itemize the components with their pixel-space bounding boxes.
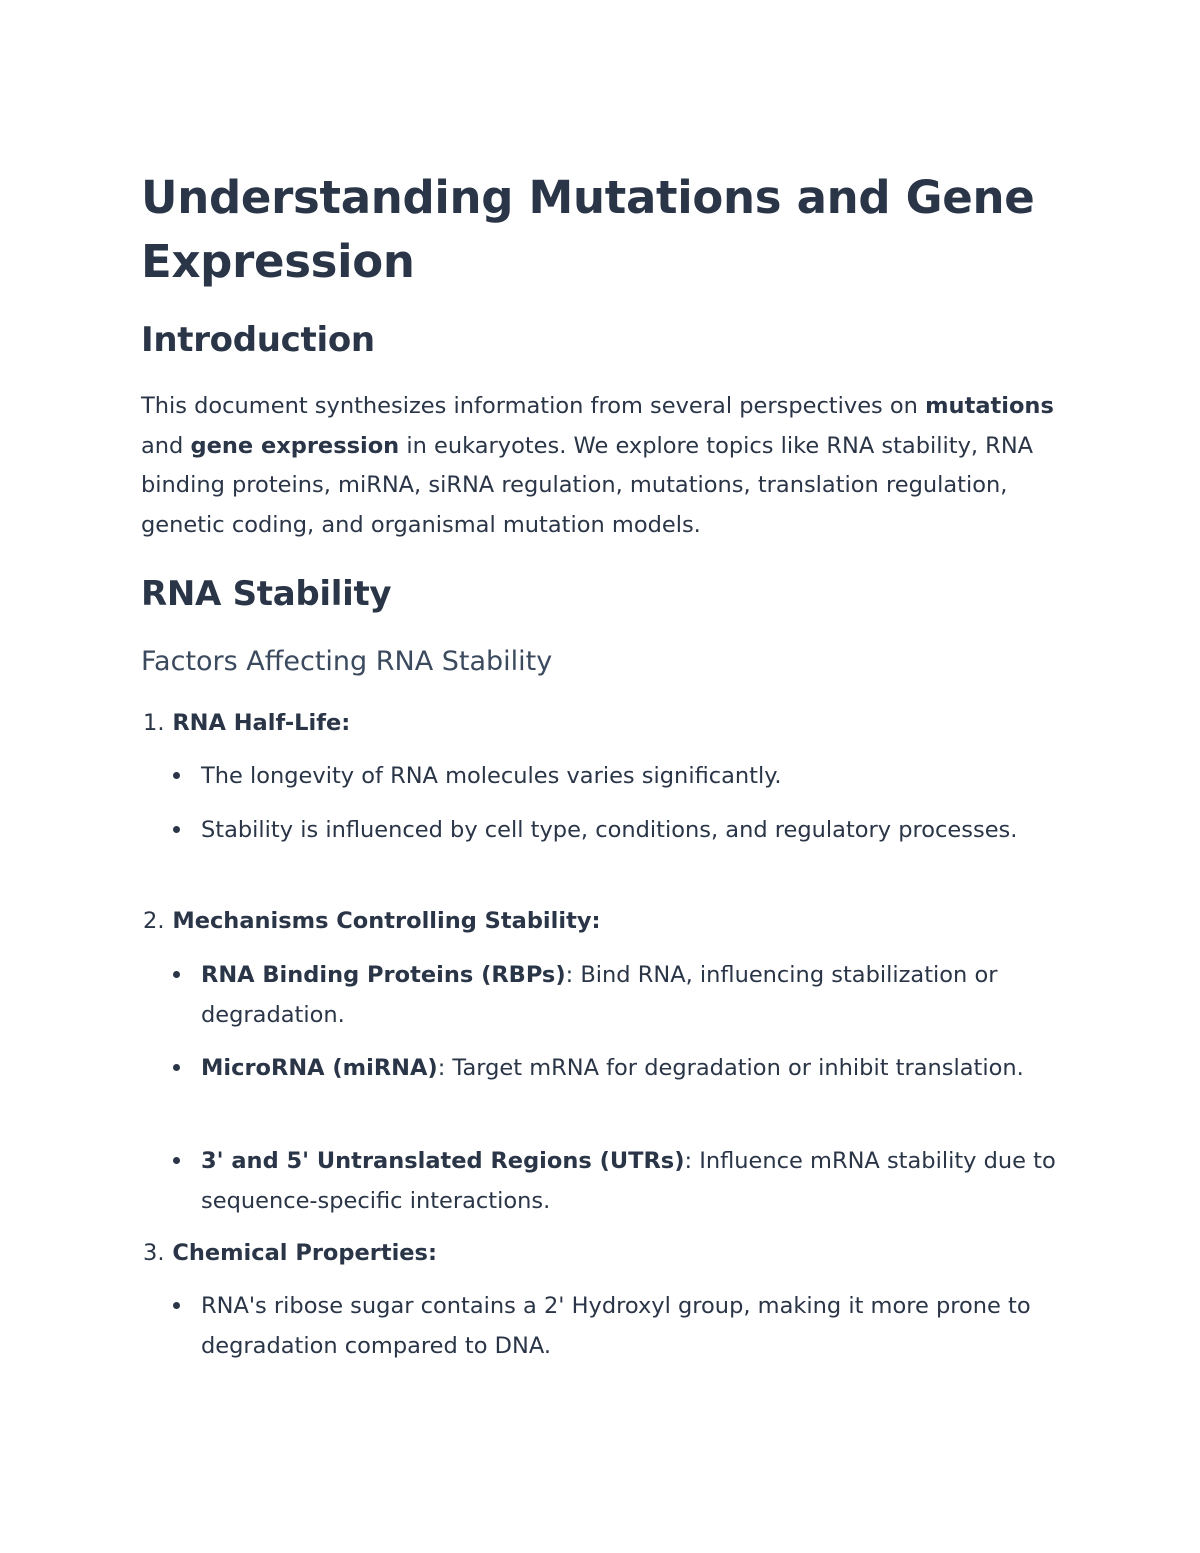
numbered-item-3	[143, 1237, 437, 1269]
introduction-paragraph	[141, 387, 1061, 545]
list-item	[201, 1048, 1061, 1088]
item-label: RNA Half-Life	[172, 710, 342, 736]
factors-subheading: Factors Affecting RNA Stability	[141, 646, 553, 677]
rna-stability-heading: RNA Stability	[141, 574, 392, 614]
bullet-text: RNA's ribose sugar contains a 2' Hydroxyl group, making it more prone to degradation compared to DNA.	[201, 1293, 1031, 1359]
bullet-dot-icon	[173, 772, 180, 779]
bullet-text: The longevity of RNA molecules varies significantly.	[201, 763, 782, 789]
intro-text-3: in eukaryotes. We explore topics like RNA stability, RNA binding proteins, miRNA, siRNA regulation, mutations, translation regulation, genetic coding, and organismal mutation models.	[141, 432, 1034, 538]
bullet-text: : Influence mRNA stability due to sequence-specific interactions.	[201, 1148, 1056, 1214]
bullet-dot-icon	[173, 1157, 180, 1164]
intro-bold-mutations: mutations	[925, 393, 1054, 419]
item-colon: :	[341, 710, 351, 736]
intro-text-1: This document synthesizes information from several perspectives on	[141, 393, 926, 419]
bullet-text: : Target mRNA for degradation or inhibit translation.	[437, 1055, 1024, 1081]
item-number: 1.	[143, 710, 165, 736]
list-item	[201, 1286, 1061, 1366]
bullet-dot-icon	[173, 1064, 180, 1071]
item-label: Mechanisms Controlling Stability	[172, 908, 592, 934]
item-colon: :	[591, 908, 601, 934]
list-item	[201, 810, 1061, 850]
document-title: Understanding Mutations and Gene Expression	[141, 171, 1035, 288]
bullet-dot-icon	[173, 1302, 180, 1309]
list-item	[201, 955, 1061, 1035]
item-label: Chemical Properties	[172, 1240, 428, 1266]
bullet-bold-term: 3' and 5' Untranslated Regions (UTRs)	[201, 1148, 685, 1174]
bullet-text: Stability is influenced by cell type, conditions, and regulatory processes.	[201, 817, 1018, 843]
bullet-dot-icon	[173, 826, 180, 833]
bullet-bold-term: RNA Binding Proteins (RBPs)	[201, 962, 566, 988]
intro-bold-gene-expression: gene expression	[190, 432, 400, 459]
numbered-item-2	[143, 905, 601, 937]
item-colon: :	[427, 1240, 437, 1266]
intro-text-2: and	[141, 432, 191, 459]
introduction-heading: Introduction	[141, 320, 375, 360]
item-number: 2.	[143, 908, 165, 934]
list-item	[201, 1141, 1061, 1221]
bullet-text: : Bind RNA, influencing stabilization or degradation.	[201, 962, 998, 1028]
bullet-dot-icon	[173, 971, 180, 978]
item-number: 3.	[143, 1240, 165, 1266]
bullet-bold-term: MicroRNA (miRNA)	[201, 1055, 438, 1081]
numbered-item-1	[143, 707, 350, 739]
list-item	[201, 756, 1061, 796]
